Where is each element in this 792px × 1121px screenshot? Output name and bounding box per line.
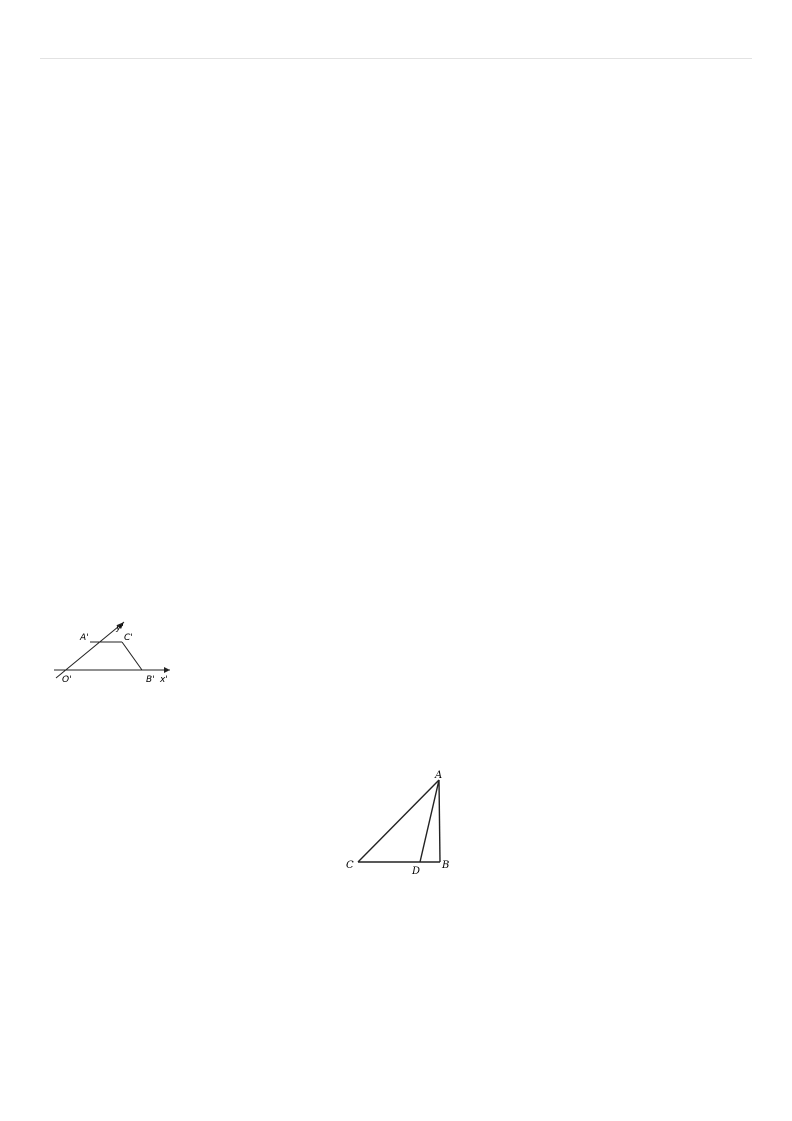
- label-b-prime: B': [146, 675, 155, 684]
- label-x-axis: x': [160, 675, 168, 684]
- label-a: A: [435, 770, 443, 781]
- options-grid: [54, 933, 744, 973]
- question-4: [54, 353, 744, 375]
- question-8-options: [54, 878, 744, 900]
- label-a-prime: A': [80, 633, 89, 643]
- options-row: [54, 135, 744, 157]
- question-9: [54, 933, 744, 973]
- triangle-figure: [340, 770, 460, 876]
- options-row: [54, 684, 744, 706]
- label-c: C: [346, 860, 354, 871]
- options-row: [54, 353, 744, 375]
- question-6: [54, 500, 744, 522]
- question-2: [54, 208, 744, 230]
- question-10: [54, 1024, 744, 1046]
- trapezoid-figure: [50, 618, 180, 684]
- options-row: [54, 500, 744, 522]
- question-1: [54, 135, 744, 157]
- options-row: [54, 282, 744, 304]
- options-row: [54, 878, 744, 900]
- question-7-options: [54, 684, 744, 706]
- options-row: [54, 208, 744, 230]
- question-3: [54, 282, 744, 304]
- label-d: D: [412, 866, 421, 876]
- options-row: [54, 1024, 744, 1046]
- options-row: [54, 427, 744, 449]
- label-b: B: [442, 860, 450, 871]
- label-o-prime: O': [62, 675, 72, 684]
- label-c-prime: C': [124, 633, 133, 643]
- divider: [40, 58, 752, 59]
- label-y-axis: y': [116, 623, 124, 633]
- question-5: [54, 427, 744, 449]
